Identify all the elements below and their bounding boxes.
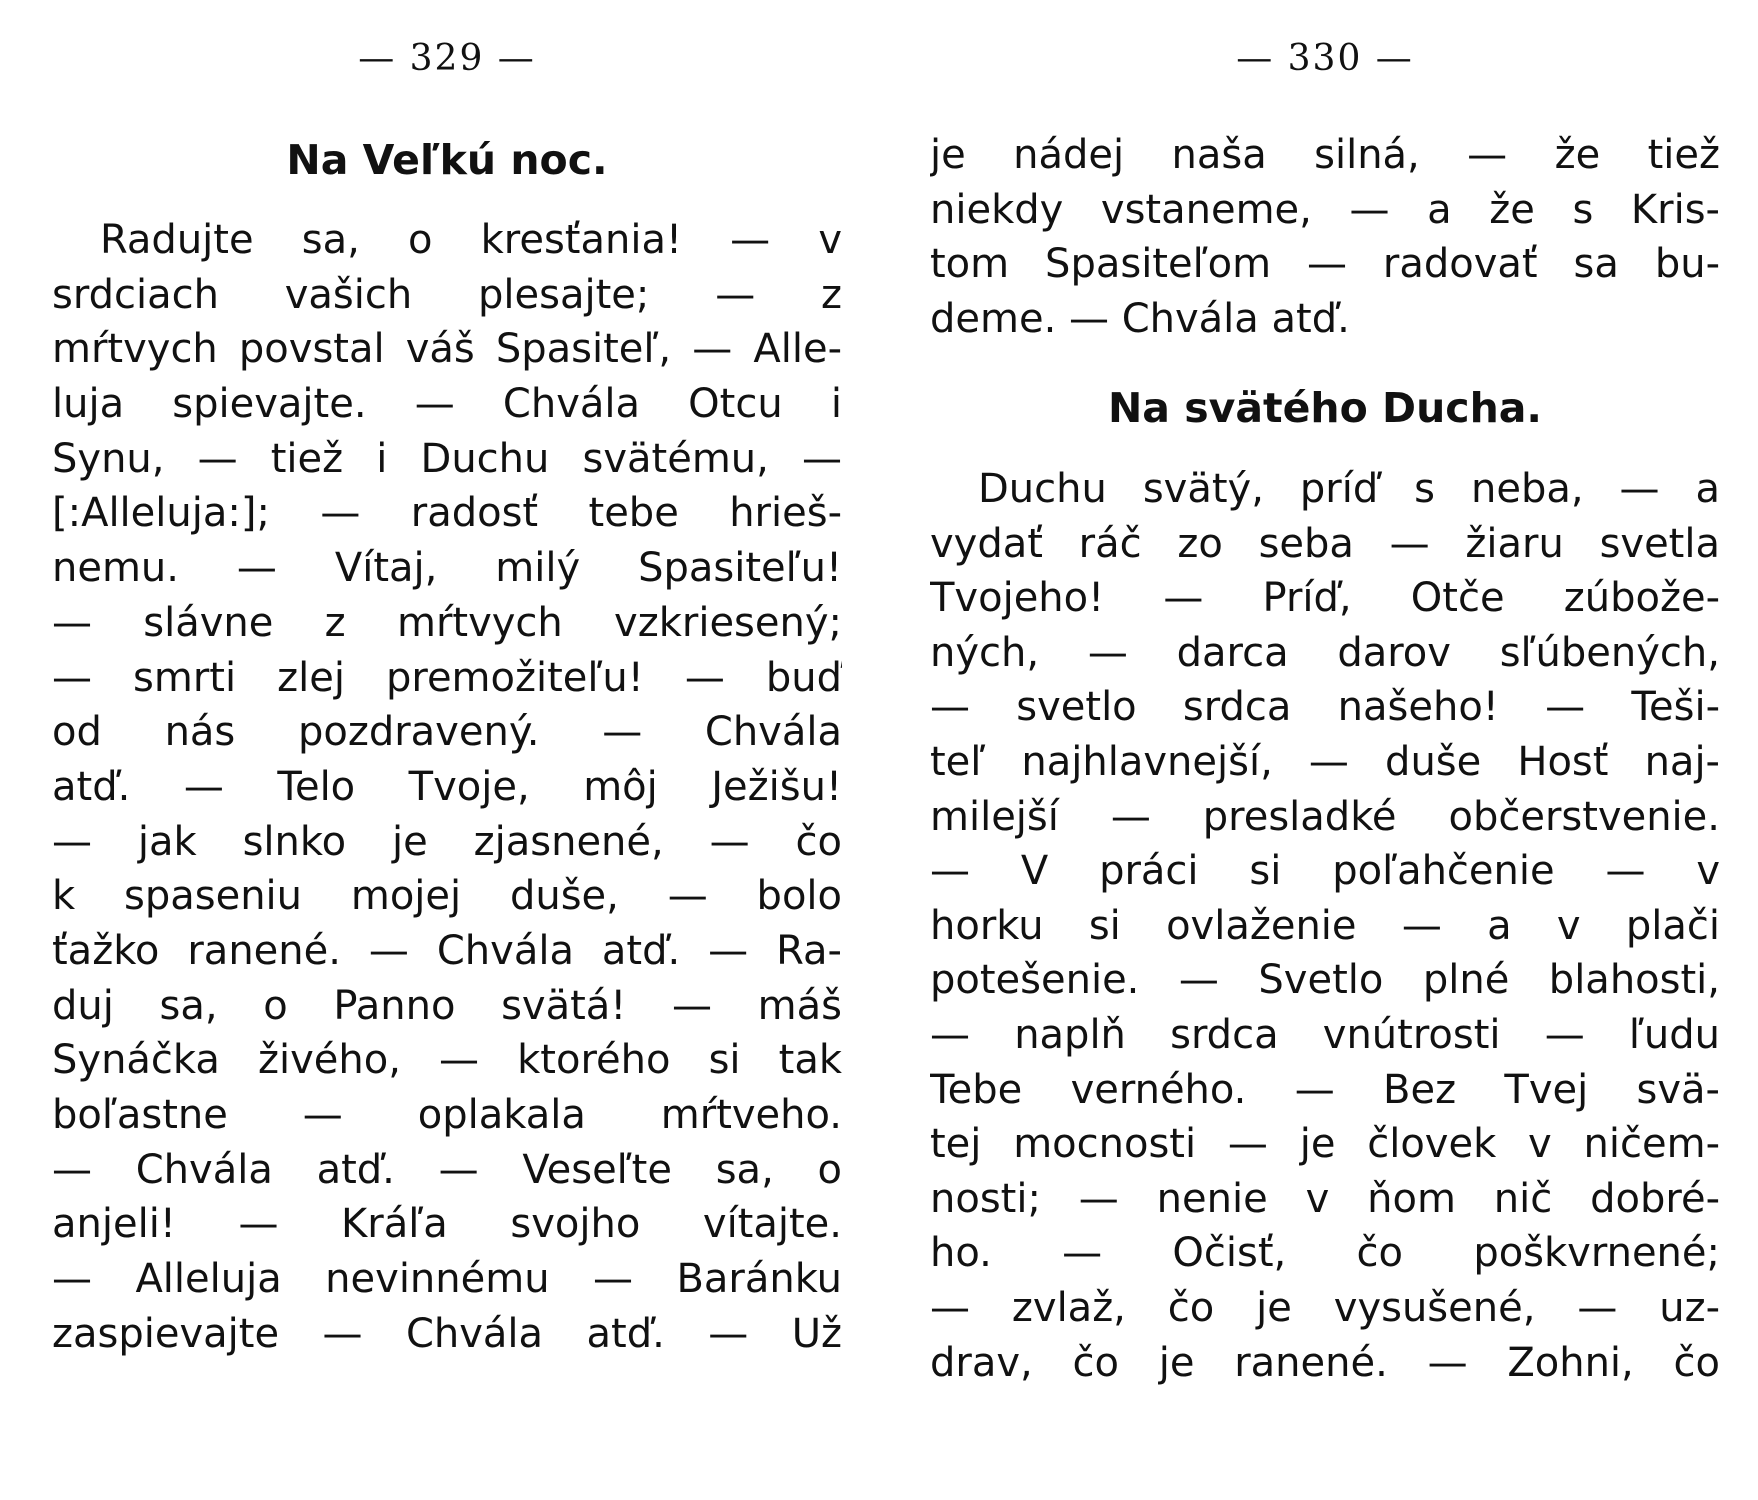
text-line: ných, — darca darov sľúbených, bbox=[930, 629, 1720, 676]
page-number-330: — 330 — bbox=[1236, 38, 1414, 79]
page-number-329: — 329 — bbox=[358, 38, 536, 79]
text-line: nemu. — Vítaj, milý Spasiteľu! bbox=[52, 545, 842, 592]
right-page bbox=[930, 0, 1720, 1500]
text-line: — slávne z mŕtvych vzkriesený; bbox=[52, 599, 842, 646]
text-line: Radujte sa, o kresťania! — v bbox=[100, 217, 842, 263]
text-line: je nádej naša silná, — že tiež bbox=[930, 132, 1720, 178]
text-line: Synáčka živého, — ktorého si tak bbox=[52, 1037, 842, 1084]
text-line: zaspievajte — Chvála atď. — Už bbox=[52, 1310, 842, 1357]
text-line: nosti; — nenie v ňom nič dobré- bbox=[930, 1175, 1720, 1222]
text-line: — jak slnko je zjasnené, — čo bbox=[52, 818, 842, 865]
text-line: od nás pozdravený. — Chvála bbox=[52, 709, 842, 756]
text-line: — Alleluja nevinnému — Baránku bbox=[52, 1256, 842, 1303]
text-line: boľastne — oplakala mŕtveho. bbox=[52, 1092, 842, 1138]
text-line: horku si ovlaženie — a v plači bbox=[930, 902, 1720, 949]
text-line: Tebe verného. — Bez Tvej svä- bbox=[930, 1066, 1720, 1113]
text-line: Tvojeho! — Príď, Otče zúbože- bbox=[930, 575, 1720, 622]
text-line: tej mocnosti — je človek v ničem- bbox=[930, 1121, 1720, 1168]
text-line: Synu, — tiež i Duchu svätému, — bbox=[52, 435, 842, 482]
text-line: luja spievajte. — Chvála Otcu i bbox=[52, 381, 842, 428]
left-page bbox=[52, 0, 842, 1500]
section-heading-holy-spirit: Na svätého Ducha. bbox=[1107, 384, 1543, 432]
text-line: potešenie. — Svetlo plné blahosti, bbox=[930, 957, 1720, 1004]
text-line: anjeli! — Kráľa svojho vítajte. bbox=[52, 1201, 842, 1248]
text-line: — svetlo srdca našeho! — Teši- bbox=[930, 684, 1720, 731]
text-line: srdciach vašich plesajte; — z bbox=[52, 271, 842, 318]
section-heading-easter: Na Veľkú noc. bbox=[286, 136, 608, 184]
text-line: milejší — presladké občerstvenie. bbox=[930, 793, 1720, 840]
text-line: [:Alleluja:]; — radosť tebe hrieš- bbox=[52, 490, 842, 537]
text-line: deme. — Chvála atď. bbox=[930, 295, 1350, 342]
text-line: ťažko ranené. — Chvála atď. — Ra- bbox=[52, 927, 842, 974]
hymn-text-easter bbox=[52, 213, 842, 1361]
text-line: — V práci si poľahčenie — v bbox=[930, 848, 1720, 895]
text-line: ho. — Očisť, čo poškvrnené; bbox=[930, 1230, 1720, 1277]
text-line: niekdy vstaneme, — a že s Kris- bbox=[930, 186, 1720, 233]
text-line: vydať ráč zo seba — žiaru svetla bbox=[930, 520, 1720, 567]
text-line: tom Spasiteľom — radovať sa bu- bbox=[930, 241, 1720, 288]
hymn-text-easter-continued bbox=[930, 128, 1720, 346]
text-line: — zvlaž, čo je vysušené, — uz- bbox=[930, 1284, 1720, 1331]
text-line: — Chvála atď. — Veseľte sa, o bbox=[52, 1146, 842, 1193]
text-line: duj sa, o Panno svätá! — máš bbox=[52, 982, 842, 1029]
text-line: — smrti zlej premožiteľu! — buď bbox=[52, 654, 842, 701]
hymn-text-holy-spirit bbox=[930, 462, 1720, 1390]
text-line: k spaseniu mojej duše, — bolo bbox=[52, 873, 842, 920]
text-line: atď. — Telo Tvoje, môj Ježišu! bbox=[52, 763, 842, 810]
text-line: Duchu svätý, príď s neba, — a bbox=[978, 466, 1720, 512]
text-line: mŕtvych povstal váš Spasiteľ, — Alle- bbox=[52, 326, 842, 373]
text-line: drav, čo je ranené. — Zohni, čo bbox=[930, 1339, 1720, 1386]
text-line: teľ najhlavnejší, — duše Hosť naj- bbox=[930, 738, 1720, 785]
text-line: — naplň srdca vnútrosti — ľudu bbox=[930, 1011, 1720, 1058]
